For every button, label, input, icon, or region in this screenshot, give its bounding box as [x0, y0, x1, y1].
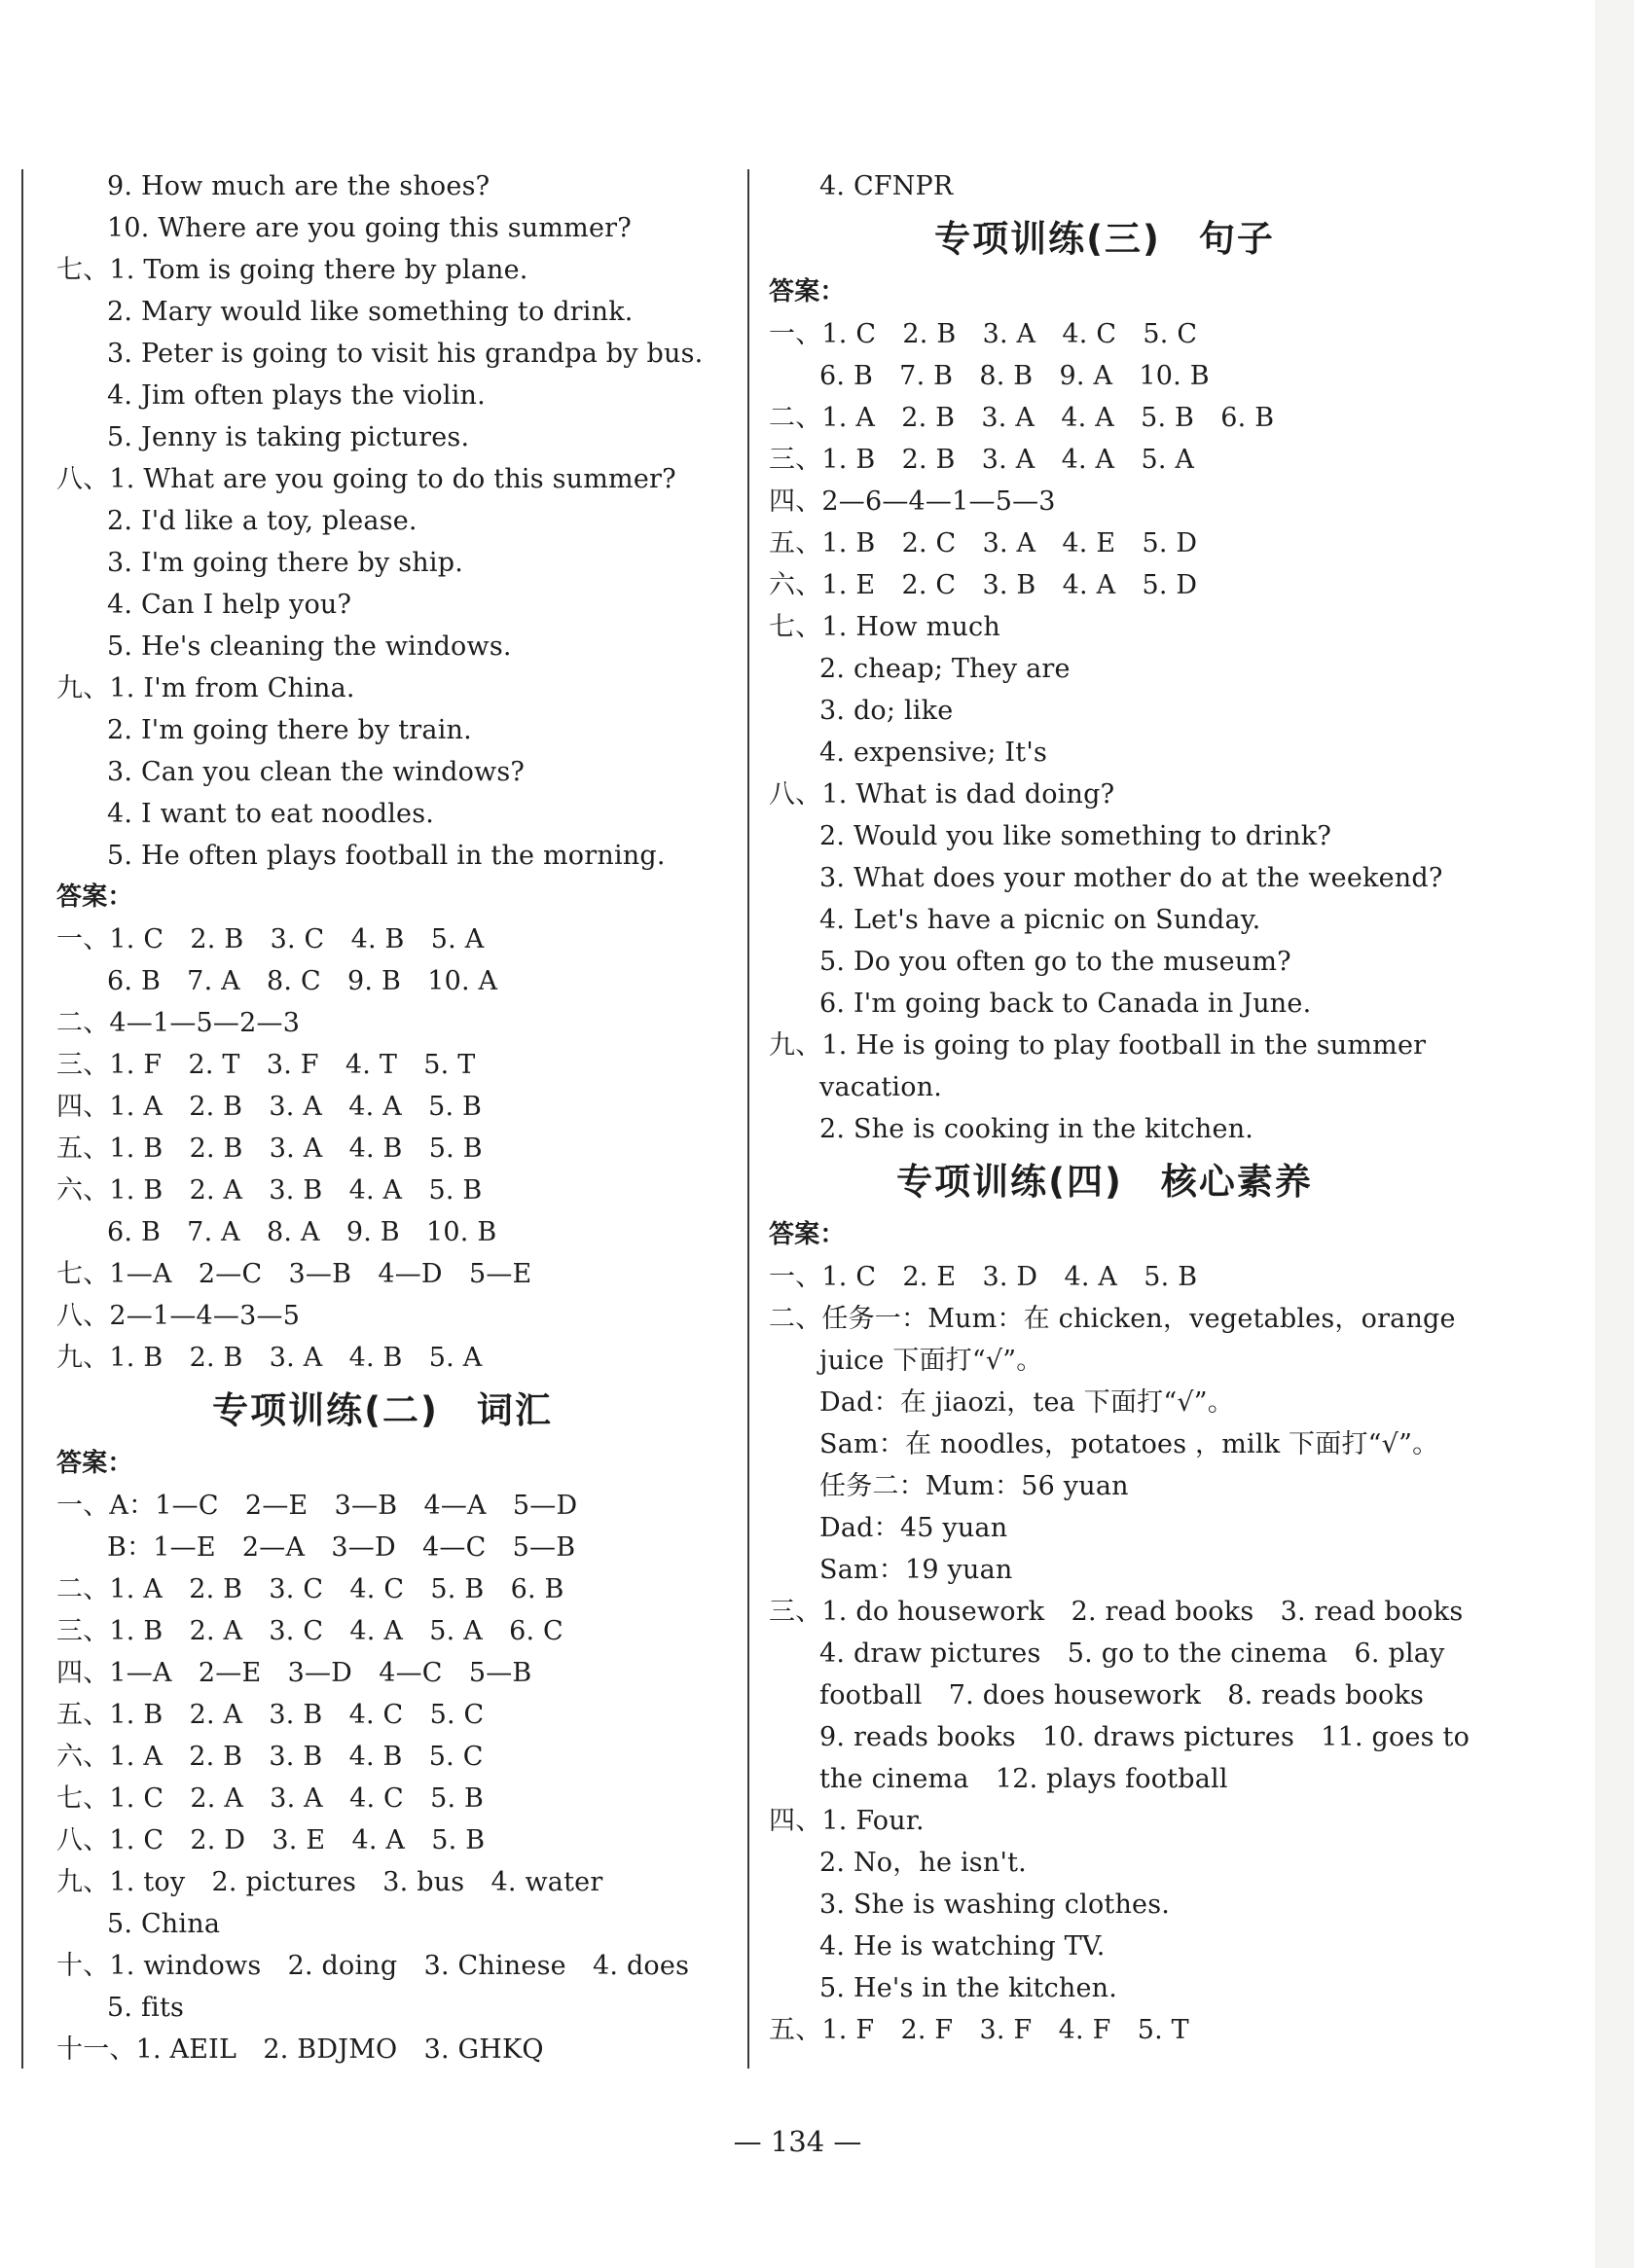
- answer-line: 3. Can you clean the windows?: [107, 757, 526, 787]
- answer-line: 八、1. What is dad doing?: [769, 779, 1115, 810]
- answer-line: 4. expensive; It's: [819, 738, 1047, 768]
- answer-line: 四、1. A 2. B 3. A 4. A 5. B: [56, 1092, 483, 1122]
- answer-line: 七、1. Tom is going there by plane.: [56, 255, 528, 285]
- answer-label: 答案：: [56, 882, 133, 912]
- answer-line: 五、1. B 2. B 3. A 4. B 5. B: [56, 1134, 483, 1164]
- answer-line: 2. I'd like a toy, please.: [107, 506, 418, 536]
- answer-line: 3. Peter is going to visit his grandpa by bus.: [107, 339, 704, 369]
- section-title: 专项训练(四) 核心素养: [896, 1161, 1313, 1203]
- answer-line: 2. No，he isn't.: [819, 1848, 1027, 1878]
- answer-line: 八、1. What are you going to do this summer?: [56, 464, 676, 494]
- answer-line: 2. Mary would like something to drink.: [107, 297, 634, 327]
- answer-line: 二、任务一：Mum：在 chicken，vegetables，orange: [769, 1304, 1456, 1334]
- answer-line: 5. Jenny is taking pictures.: [107, 422, 470, 452]
- answer-line: 3. What does your mother do at the weekend?: [819, 863, 1443, 893]
- answer-line: juice 下面打“√”。: [819, 1346, 1043, 1376]
- answer-line: 6. I'm going back to Canada in June.: [819, 989, 1312, 1019]
- answer-line: 5. He's cleaning the windows.: [107, 631, 512, 662]
- answer-line: 四、1. Four.: [769, 1806, 925, 1836]
- answer-label: 答案：: [769, 277, 846, 306]
- answer-line: 七、1. C 2. A 3. A 4. C 5. B: [56, 1783, 485, 1814]
- answer-line: Dad：在 jiaozi，tea 下面打“√”。: [819, 1387, 1234, 1418]
- answer-line: vacation.: [819, 1072, 943, 1102]
- answer-line: 2. Would you like something to drink?: [819, 821, 1332, 851]
- answer-line: Dad：45 yuan: [819, 1513, 1008, 1543]
- answer-line: 六、1. A 2. B 3. B 4. B 5. C: [56, 1742, 484, 1772]
- answer-line: 五、1. B 2. C 3. A 4. E 5. D: [769, 528, 1198, 558]
- answer-line: 5. fits: [107, 1993, 185, 2023]
- section-title: 专项训练(三) 句子: [934, 218, 1275, 260]
- answer-line: 一、1. C 2. B 3. A 4. C 5. C: [769, 319, 1198, 349]
- answer-line: Sam：19 yuan: [819, 1555, 1013, 1585]
- answer-line: 九、1. B 2. B 3. A 4. B 5. A: [56, 1343, 483, 1373]
- answer-label: 答案：: [56, 1449, 133, 1478]
- answer-line: 九、1. I'm from China.: [56, 673, 355, 703]
- answer-line: 4. Can I help you?: [107, 590, 352, 620]
- answer-line: 一、1. C 2. B 3. C 4. B 5. A: [56, 924, 485, 954]
- left-margin-rule: [21, 169, 23, 2069]
- answer-line: 四、1—A 2—E 3—D 4—C 5—B: [56, 1658, 532, 1688]
- answer-line: 6. B 7. B 8. B 9. A 10. B: [819, 361, 1210, 391]
- section-title: 专项训练(二) 词汇: [212, 1389, 553, 1431]
- answer-line: 5. China: [107, 1909, 221, 1939]
- answer-line: 七、1. How much: [769, 612, 1000, 642]
- answer-line: Sam：在 noodles，potatoes ，milk 下面打“√”。: [819, 1429, 1439, 1459]
- answer-line: 一、1. C 2. E 3. D 4. A 5. B: [769, 1262, 1198, 1292]
- answer-line: B：1—E 2—A 3—D 4—C 5—B: [107, 1532, 576, 1563]
- answer-line: 四、2—6—4—1—5—3: [769, 486, 1056, 517]
- answer-line: 4. draw pictures 5. go to the cinema 6. play: [819, 1638, 1445, 1669]
- answer-line: 3. I'm going there by ship.: [107, 548, 463, 578]
- answer-label: 答案：: [769, 1220, 846, 1249]
- answer-line: 六、1. B 2. A 3. B 4. A 5. B: [56, 1175, 483, 1206]
- answer-line: 2. I'm going there by train.: [107, 715, 472, 745]
- left-column: [56, 165, 708, 2070]
- answer-line: 三、1. B 2. A 3. C 4. A 5. A 6. C: [56, 1616, 563, 1646]
- answer-line: 九、1. He is going to play football in the summer: [769, 1030, 1427, 1061]
- answer-line: 三、1. do housework 2. read books 3. read books: [769, 1597, 1464, 1627]
- answer-line: 2. cheap; They are: [819, 654, 1071, 684]
- answer-line: 二、1. A 2. B 3. C 4. C 5. B 6. B: [56, 1574, 564, 1604]
- answer-line: 6. B 7. A 8. A 9. B 10. B: [107, 1217, 497, 1247]
- answer-line: 4. He is watching TV.: [819, 1931, 1106, 1962]
- answer-line: 三、1. F 2. T 3. F 4. T 5. T: [56, 1050, 476, 1080]
- answer-line: 3. She is washing clothes.: [819, 1890, 1171, 1920]
- answer-line: 2. She is cooking in the kitchen.: [819, 1114, 1254, 1144]
- answer-line: 4. I want to eat noodles.: [107, 799, 435, 829]
- answer-line: 九、1. toy 2. pictures 3. bus 4. water: [56, 1867, 603, 1897]
- answer-line: 5. Do you often go to the museum?: [819, 947, 1291, 977]
- answer-line: 五、1. F 2. F 3. F 4. F 5. T: [769, 2015, 1189, 2045]
- answer-line: 五、1. B 2. A 3. B 4. C 5. C: [56, 1700, 485, 1730]
- answer-line: 三、1. B 2. B 3. A 4. A 5. A: [769, 445, 1195, 475]
- answer-line: 10. Where are you going this summer?: [107, 213, 632, 243]
- answer-line: 八、2—1—4—3—5: [56, 1301, 301, 1331]
- answer-line: 十、1. windows 2. doing 3. Chinese 4. does: [56, 1951, 690, 1981]
- answer-line: 6. B 7. A 8. C 9. B 10. A: [107, 966, 498, 996]
- answer-line: the cinema 12. plays football: [819, 1764, 1228, 1794]
- answer-line: 七、1—A 2—C 3—B 4—D 5—E: [56, 1259, 532, 1289]
- answer-line: football 7. does housework 8. reads books: [819, 1680, 1425, 1710]
- answer-line: 5. He's in the kitchen.: [819, 1973, 1118, 2003]
- answer-line: 9. How much are the shoes?: [107, 171, 490, 201]
- answer-line: 二、1. A 2. B 3. A 4. A 5. B 6. B: [769, 403, 1275, 433]
- right-column: [769, 165, 1471, 2051]
- answer-line: 六、1. E 2. C 3. B 4. A 5. D: [769, 570, 1198, 600]
- answer-line: 4. CFNPR: [819, 171, 954, 201]
- answer-line: 一、A：1—C 2—E 3—B 4—A 5—D: [56, 1491, 578, 1521]
- answer-line: 十一、1. AEIL 2. BDJMO 3. GHKQ: [56, 2034, 544, 2065]
- answer-line: 二、4—1—5—2—3: [56, 1008, 301, 1038]
- page-number: — 134 —: [733, 2125, 862, 2158]
- answer-line: 4. Jim often plays the violin.: [107, 380, 486, 411]
- answer-line: 9. reads books 10. draws pictures 11. goes to: [819, 1722, 1471, 1752]
- answer-line: 3. do; like: [819, 696, 954, 726]
- answer-line: 5. He often plays football in the morning.: [107, 841, 666, 871]
- column-divider: [747, 169, 749, 2069]
- answer-line: 4. Let's have a picnic on Sunday.: [819, 905, 1261, 935]
- answer-line: 八、1. C 2. D 3. E 4. A 5. B: [56, 1825, 486, 1855]
- answer-line: 任务二：Mum：56 yuan: [819, 1471, 1129, 1501]
